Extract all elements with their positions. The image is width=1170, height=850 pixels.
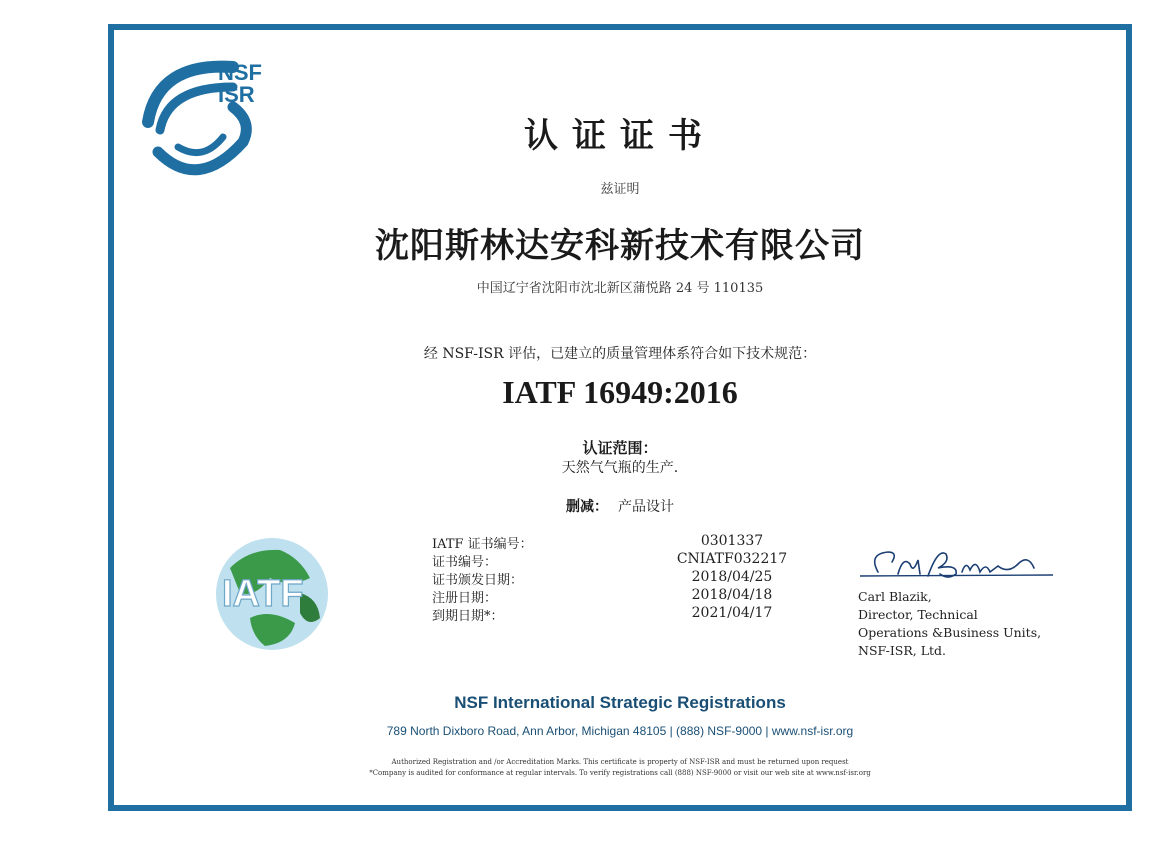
footer-org-address: 789 North Dixboro Road, Ann Arbor, Michigan 48105 | (888) NSF-9000 | www.nsf-isr.org	[386, 724, 854, 738]
company-name: 沈阳斯林达安科新技术有限公司	[375, 226, 865, 266]
detail-row	[432, 533, 812, 551]
detail-value: 2018/04/25	[691, 569, 773, 585]
detail-row	[432, 551, 812, 569]
detail-label: IATF 证书编号：	[432, 537, 533, 552]
footer-org-name: NSF International Strategic Registrations	[454, 693, 786, 712]
detail-value: 2021/04/17	[691, 605, 773, 621]
detail-label: 到期日期*：	[432, 609, 504, 624]
scope-value: 天然气气瓶的生产.	[561, 460, 679, 476]
footer-fine-print-1: Authorized Registration and /or Accreditation Marks. This certificate is property of NSF-ISR and must be returned upon request	[391, 758, 849, 766]
detail-row	[432, 587, 812, 605]
certificate-details	[432, 533, 812, 623]
scope-label: 认证范围：	[582, 439, 658, 457]
signature	[858, 544, 1058, 586]
exclusion-value: 产品设计	[618, 499, 674, 515]
standard-name: IATF 16949:2016	[502, 374, 738, 410]
detail-value: CNIATF032217	[676, 551, 788, 567]
assessment-statement: 经 NSF-ISR 评估，已建立的质量管理体系符合如下技术规范：	[423, 346, 817, 362]
detail-value: 2018/04/18	[691, 587, 773, 603]
certificate-title: 认证证书	[524, 116, 716, 156]
detail-label: 证书颁发日期：	[432, 573, 524, 588]
signer-title-2: Operations &Business Units,	[858, 625, 1042, 640]
detail-label: 注册日期：	[432, 591, 498, 606]
detail-row	[432, 605, 812, 623]
exclusion-label: 删减：	[566, 499, 608, 515]
logo-text-isr: ISR	[218, 82, 255, 107]
signer-org: NSF-ISR, Ltd.	[858, 643, 946, 658]
iatf-logo-text: IATF	[222, 573, 304, 615]
signer-block	[858, 588, 1041, 660]
signer-title-1: Director, Technical	[858, 607, 978, 622]
exclusion	[108, 496, 1132, 516]
footer-fine-print-2: *Company is audited for conformance at regular intervals. To verify registrations call (888) NSF-9000 or visit our web site at www.nsf-isr.org	[369, 769, 871, 777]
iatf-globe-logo	[200, 528, 338, 656]
company-address: 中国辽宁省沈阳市沈北新区蒲悦路 24 号 110135	[476, 281, 764, 296]
logo-text-nsf: NSF	[218, 60, 262, 85]
detail-value: 0301337	[700, 533, 764, 549]
hereby-text: 兹证明	[600, 182, 640, 197]
detail-row	[432, 569, 812, 587]
detail-label: 证书编号：	[432, 555, 498, 570]
signer-name: Carl Blazik,	[858, 589, 932, 604]
